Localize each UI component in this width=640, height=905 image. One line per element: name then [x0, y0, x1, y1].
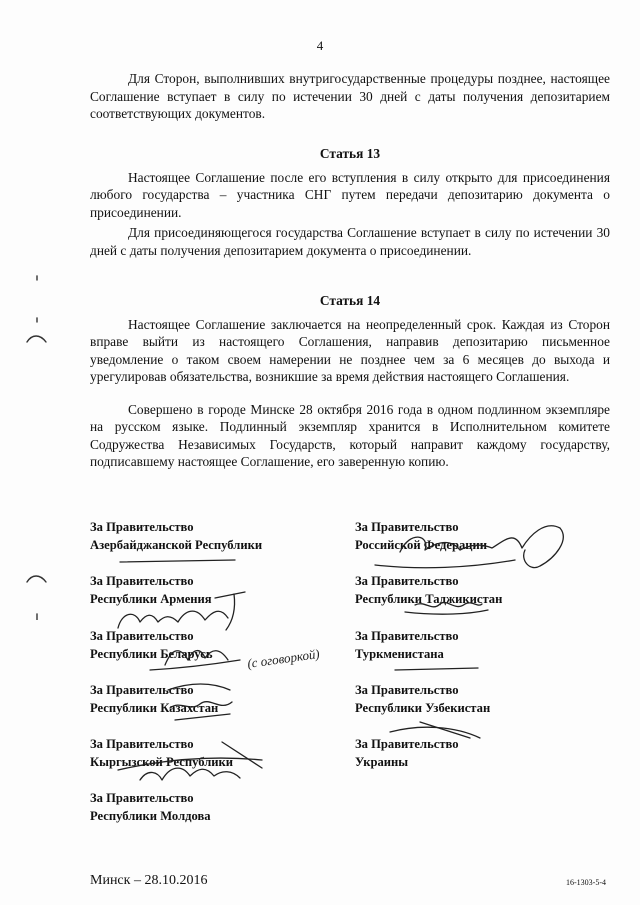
article-13-heading: Статья 13	[319, 146, 381, 161]
signature-label: За Правительство	[90, 791, 194, 805]
signature-label: За Правительство	[355, 629, 459, 643]
signature-line-azerbaijan	[120, 560, 235, 562]
signature-label: За Правительство	[90, 737, 194, 751]
signature-label: За Правительство	[90, 683, 194, 697]
signature-line-turkmenistan	[395, 668, 478, 670]
intro-paragraph: Для Сторон, выполнивших внутригосударственные процедуры позднее, настоящее Соглашение вступает в силу по истечении 30 дней с даты получения депозитарием соответствующих документов.	[90, 71, 610, 121]
signature-country: Республики Таджикистан	[355, 592, 503, 606]
article-14-paragraph-2: Совершено в городе Минске 28 октября 2016 года в одном подлинном экземпляре на русском языке. Подлинный экземпляр хранится в Исполнительном комитете Содружества Независимых Государств, который направит каждому государству, подписавшему настоящее Соглашение, его заверенную копию.	[90, 401, 610, 469]
article-14-heading: Статья 14	[319, 293, 381, 308]
signature-country: Российской Федерации	[355, 538, 488, 552]
signature-label: За Правительство	[355, 520, 459, 534]
signature-country: Азербайджанской Республики	[90, 538, 263, 552]
signature-label: За Правительство	[90, 520, 194, 534]
signature-label: За Правительство	[355, 574, 459, 588]
handwritten-reservation-note: (с оговоркой)	[246, 645, 321, 671]
signature-label: За Правительство	[355, 737, 459, 751]
signature-country: Украины	[355, 755, 409, 769]
signature-country: Республики Армения	[90, 592, 212, 606]
signature-country: Республики Молдова	[90, 809, 211, 823]
signature-label: За Правительство	[90, 629, 194, 643]
signature-country: Республики Беларусь	[90, 647, 213, 661]
signature-country: Республики Казахстан	[90, 701, 219, 715]
margin-marks	[22, 270, 52, 620]
signature-russia	[400, 526, 563, 568]
signature-country: Республики Узбекистан	[355, 701, 491, 715]
footer-place-date: Минск – 28.10.2016	[90, 873, 208, 888]
signature-country: Кыргызской Республики	[90, 755, 234, 769]
footer-document-code: 16-1303-5-4	[566, 878, 606, 887]
signature-label: За Правительство	[90, 574, 194, 588]
article-13-paragraph-1: Настоящее Соглашение после его вступления в силу открыто для присоединения любого государства – участника СНГ путем передачи депозитарию документа о присоединении.	[90, 169, 610, 220]
article-13-paragraph-2: Для присоединяющегося государства Соглашение вступает в силу по истечении 30 дней с даты получения депозитарием документа о присоединении.	[90, 225, 610, 258]
signature-label: За Правительство	[355, 683, 459, 697]
page-number: 4	[316, 38, 324, 53]
signature-country: Туркменистана	[355, 647, 444, 661]
article-14-paragraph-1: Настоящее Соглашение заключается на неопределенный срок. Каждая из Сторон вправе выйти из настоящего Соглашения, направив депозитарию письменное уведомление о таком своем намерении не позднее чем за 6 месяцев до выхода и урегулировав обязательства, возникшие за время действия настоящего Соглашения.	[90, 316, 610, 384]
